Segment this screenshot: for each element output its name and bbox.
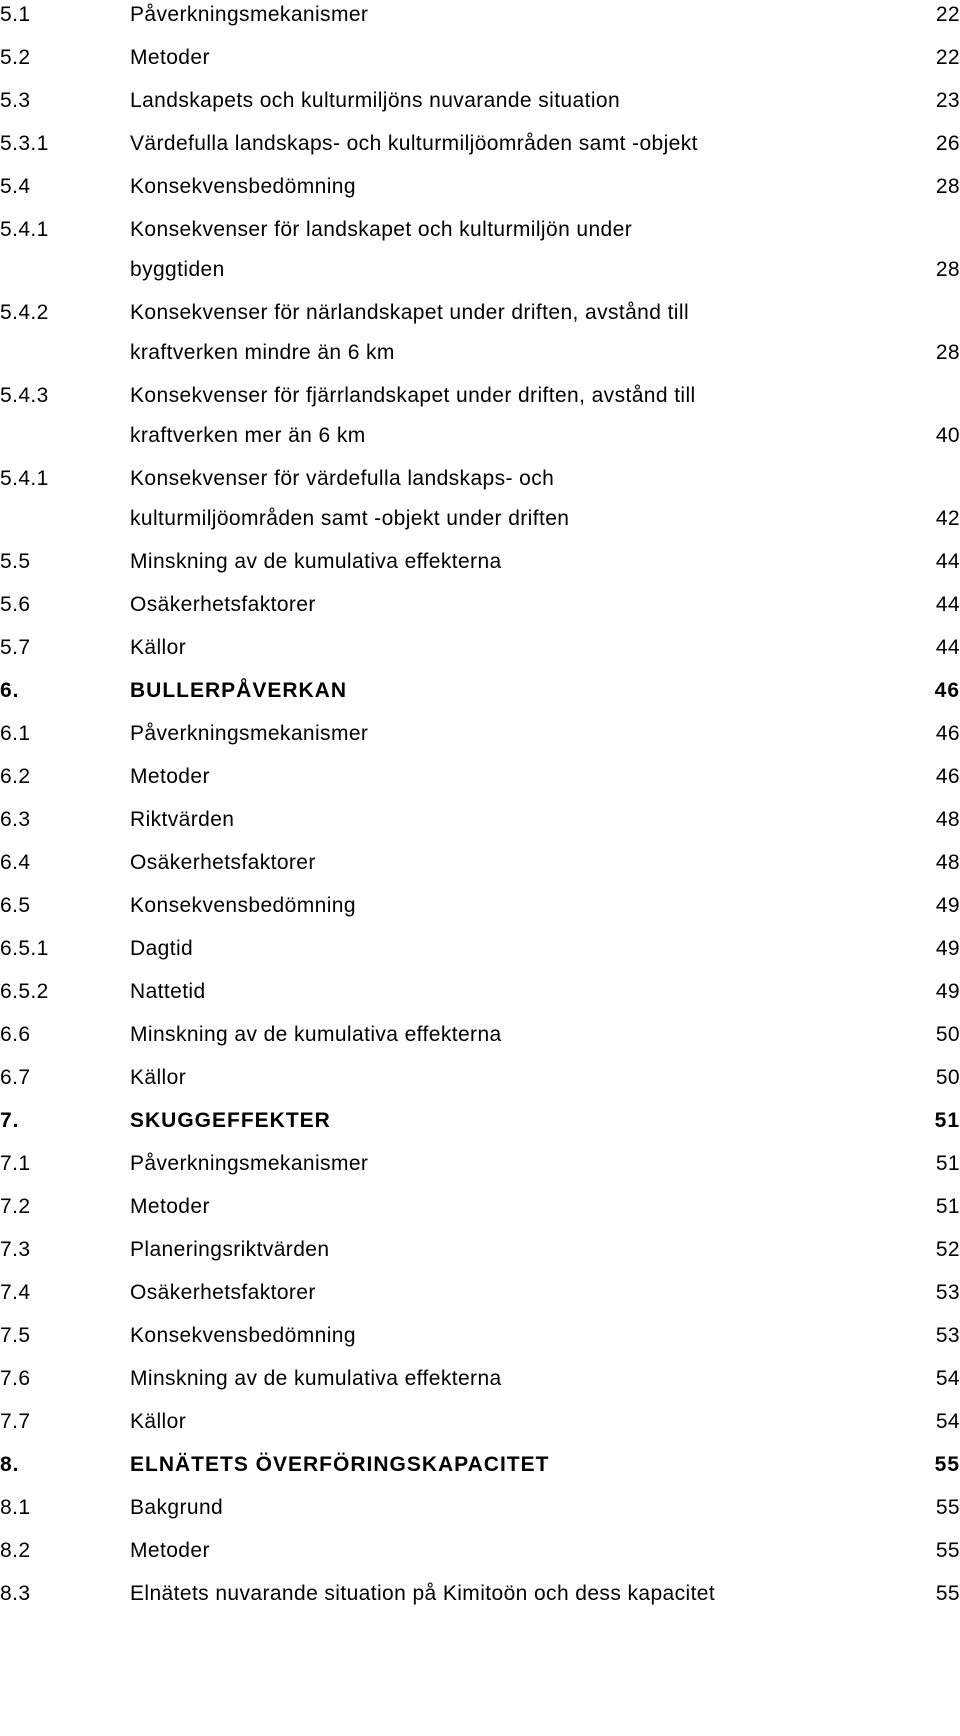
toc-section-title [130,1235,830,1275]
toc-section-number: 5.3.1 [0,132,49,155]
toc-page-number: 28 [935,258,960,281]
toc-page-number: 54 [935,1367,960,1390]
toc-section-number: 6.5.1 [0,937,49,960]
toc-title-line: Osäkerhetsfaktorer [130,851,316,874]
toc-title-line: Källor [130,636,187,659]
toc-page-number: 44 [935,550,960,573]
toc-page-number: 51 [934,1109,960,1132]
toc-title-line: SKUGGEFFEKTER [130,1109,331,1132]
toc-section-title [130,1579,830,1619]
toc-section-title [130,805,830,845]
toc-page-number: 44 [935,636,960,659]
toc-page-number: 48 [935,808,960,831]
toc-section-number: 6. [0,679,20,702]
toc-title-line: kulturmiljöområden samt -objekt under driften [130,507,570,530]
toc-page-number: 49 [935,894,960,917]
toc-section-title [130,1536,830,1576]
toc-page-number: 28 [935,341,960,364]
toc-section-title [130,762,830,802]
toc-section-number: 7.7 [0,1410,31,1433]
toc-section-number: 5.5 [0,550,31,573]
toc-section-number: 8.1 [0,1496,31,1519]
toc-title-line: Konsekvensbedömning [130,894,356,917]
toc-section-number: 5.1 [0,3,31,26]
toc-title-line: Metoder [130,1539,210,1562]
toc-title-line: Minskning av de kumulativa effekterna [130,1367,502,1390]
toc-title-line: kraftverken mindre än 6 km [130,341,395,364]
toc-page-number: 28 [935,175,960,198]
toc-section-number: 8.3 [0,1582,31,1605]
toc-page-number: 46 [935,765,960,788]
toc-title-line: Nattetid [130,980,206,1003]
toc-section-title [130,86,830,126]
toc-section-number: 5.4.1 [0,467,49,490]
toc-section-title [130,1106,830,1146]
toc-page-number: 55 [935,1539,960,1562]
toc-title-line: Källor [130,1410,187,1433]
toc-title-line: Minskning av de kumulativa effekterna [130,1023,502,1046]
toc-title-line: byggtiden [130,258,225,281]
toc-section-title [130,215,830,295]
toc-title-line: Konsekvensbedömning [130,1324,356,1347]
toc-section-number: 6.5 [0,894,31,917]
toc-section-title [130,633,830,673]
toc-page-number: 48 [935,851,960,874]
toc-title-line: Bakgrund [130,1496,224,1519]
toc-page-number: 22 [935,3,960,26]
toc-title-line: Konsekvenser för närlandskapet under driften, avstånd till [130,301,690,324]
toc-page-number: 52 [935,1238,960,1261]
toc-page-number: 42 [935,507,960,530]
toc-section-title [130,0,830,40]
toc-title-line: Elnätets nuvarande situation på Kimitoön och dess kapacitet [130,1582,716,1605]
toc-title-line: Planeringsriktvärden [130,1238,330,1261]
toc-page-number: 53 [935,1324,960,1347]
toc-page-number: 46 [935,722,960,745]
toc-page-number: 23 [935,89,960,112]
toc-section-title [130,848,830,888]
toc-section-title [130,1407,830,1447]
toc-title-line: Konsekvensbedömning [130,175,356,198]
toc-section-title [130,298,830,378]
toc-section-number: 8.2 [0,1539,31,1562]
toc-page-number: 22 [935,46,960,69]
toc-title-line: Landskapets och kulturmiljöns nuvarande situation [130,89,621,112]
toc-section-title [130,719,830,759]
toc-section-number: 7.4 [0,1281,31,1304]
toc-section-number: 6.1 [0,722,31,745]
toc-title-line: kraftverken mer än 6 km [130,424,366,447]
toc-page-number: 55 [935,1496,960,1519]
toc-title-line: Konsekvenser för värdefulla landskaps- och [130,467,555,490]
toc-section-title [130,129,830,169]
toc-title-line: Källor [130,1066,187,1089]
toc-section-number: 6.2 [0,765,31,788]
toc-title-line: Påverkningsmekanismer [130,1152,369,1175]
toc-title-line: Konsekvenser för landskapet och kulturmiljön under [130,218,633,241]
toc-section-number: 5.7 [0,636,31,659]
toc-section-title [130,676,830,716]
toc-section-number: 7. [0,1109,20,1132]
toc-section-number: 5.4.2 [0,301,49,324]
toc-title-line: Metoder [130,46,210,69]
toc-section-title [130,1321,830,1361]
toc-section-number: 6.5.2 [0,980,49,1003]
toc-section-number: 5.4.1 [0,218,49,241]
toc-title-line: Osäkerhetsfaktorer [130,1281,316,1304]
toc-section-number: 5.4 [0,175,31,198]
toc-title-line: ELNÄTETS ÖVERFÖRINGSKAPACITET [130,1453,550,1476]
toc-title-line: Dagtid [130,937,194,960]
toc-section-number: 7.5 [0,1324,31,1347]
toc-title-line: Påverkningsmekanismer [130,722,369,745]
toc-section-title [130,1450,830,1490]
toc-page-number: 50 [935,1066,960,1089]
toc-section-title [130,1278,830,1318]
toc-section-title [130,590,830,630]
toc-section-title [130,172,830,212]
toc-title-line: BULLERPÅVERKAN [130,679,348,702]
toc-section-number: 7.6 [0,1367,31,1390]
toc-page-number: 50 [935,1023,960,1046]
toc-section-number: 5.3 [0,89,31,112]
toc-title-line: Riktvärden [130,808,235,831]
toc-page-number: 55 [934,1453,960,1476]
toc-page-number: 49 [935,937,960,960]
toc-page-number: 55 [935,1582,960,1605]
toc-page-number: 26 [935,132,960,155]
toc-section-number: 5.4.3 [0,384,49,407]
toc-title-line: Metoder [130,765,210,788]
toc-title-line: Osäkerhetsfaktorer [130,593,316,616]
toc-section-number: 7.3 [0,1238,31,1261]
toc-section-title [130,1364,830,1404]
toc-section-title [130,934,830,974]
toc-section-number: 7.2 [0,1195,31,1218]
toc-section-title [130,891,830,931]
toc-title-line: Konsekvenser för fjärrlandskapet under driften, avstånd till [130,384,696,407]
toc-section-number: 6.4 [0,851,31,874]
toc-section-title [130,977,830,1017]
toc-title-line: Minskning av de kumulativa effekterna [130,550,502,573]
toc-section-number: 6.3 [0,808,31,831]
toc-section-title [130,547,830,587]
toc-section-number: 7.1 [0,1152,31,1175]
toc-section-number: 5.2 [0,46,31,69]
toc-section-title [130,381,830,461]
toc-section-number: 6.6 [0,1023,31,1046]
toc-title-line: Påverkningsmekanismer [130,3,369,26]
toc-section-title [130,464,830,544]
toc-page-number: 40 [935,424,960,447]
toc-title-line: Metoder [130,1195,210,1218]
toc-section-title [130,1493,830,1533]
toc-page-number: 54 [935,1410,960,1433]
toc-page-number: 51 [935,1195,960,1218]
toc-page-number: 44 [935,593,960,616]
toc-section-number: 5.6 [0,593,31,616]
toc-title-line: Värdefulla landskaps- och kulturmiljöområden samt -objekt [130,132,698,155]
toc-page-number: 49 [935,980,960,1003]
toc-section-number: 8. [0,1453,20,1476]
toc-section-title [130,1063,830,1103]
toc-page-number: 53 [935,1281,960,1304]
toc-section-title [130,1149,830,1189]
toc-page-number: 46 [934,679,960,702]
toc-section-title [130,1192,830,1232]
toc-page-number: 51 [935,1152,960,1175]
toc-section-title [130,1020,830,1060]
toc-section-title [130,43,830,83]
toc-section-number: 6.7 [0,1066,31,1089]
